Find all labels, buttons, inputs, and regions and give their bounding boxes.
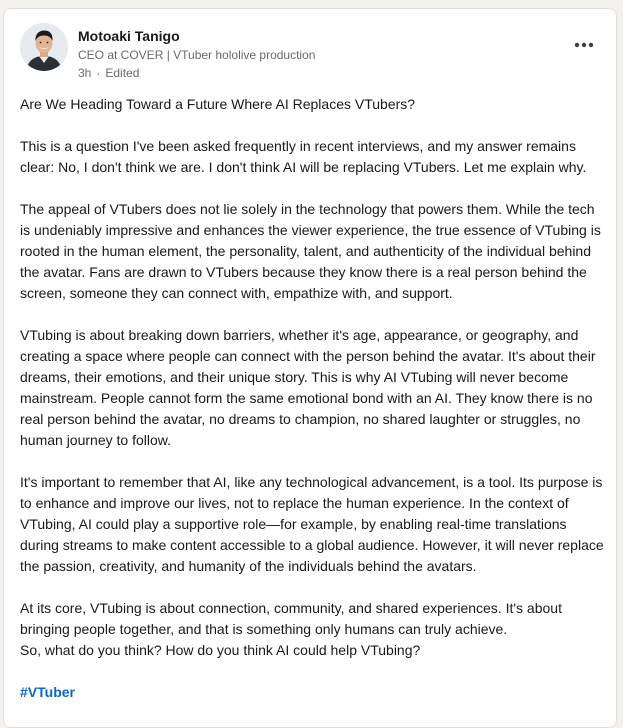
post-meta — [78, 66, 139, 80]
post-question: So, what do you think? How do you think AI could help VTubing? — [20, 642, 421, 658]
post-paragraph: This is a question I've been asked frequently in recent interviews, and my answer remains clear: No, I don't think we are. I don't think AI will be replacing VTubers. Let me explain why. — [20, 138, 587, 175]
post-title: Are We Heading Toward a Future Where AI Replaces VTubers? — [20, 96, 416, 112]
more-horizontal-icon — [572, 33, 596, 57]
more-options-button[interactable] — [568, 29, 600, 61]
profile-photo-icon — [20, 23, 68, 71]
post-card — [3, 8, 617, 728]
post-paragraph: VTubing is about breaking down barriers, whether it's age, appearance, or geography, and creating a space where people can connect with the person behind the avatar. It's about their dreams, their emotions, and their unique story. This is why AI VTubing will never become mainstream. People cannot form the same emotional bond with an AI. They know there is no real person behind the avatar, no dreams to champion, no shared laughter or struggles, no human journey to follow. — [20, 327, 596, 448]
post-body — [20, 94, 604, 703]
meta-separator: · — [96, 66, 101, 80]
author-headline: CEO at COVER | VTuber hololive production — [78, 48, 316, 62]
post-time: 3h — [78, 66, 92, 80]
edited-label: Edited — [105, 66, 140, 80]
post-paragraph: It's important to remember that AI, like any technological advancement, is a tool. Its purpose is to enhance and improve our lives, not to replace the human experience. In the context of VTubing, AI could play a supportive role—for example, by enabling real-time translations during streams to make content accessible to a global audience. However, it will never replace the passion, creativity, and humanity of the individuals behind the avatars. — [20, 474, 604, 574]
author-name[interactable]: Motoaki Tanigo — [78, 28, 180, 44]
post-paragraph: The appeal of VTubers does not lie solely in the technology that powers them. While the tech is undeniably impressive and enhances the viewer experience, the true essence of VTubing is rooted in the human element, the personality, talent, and authenticity of the individual behind the avatar. Fans are drawn to VTubers because they know there is a real person behind the screen, someone they can connect with, empathize with, and support. — [20, 201, 601, 301]
post-paragraph: At its core, VTubing is about connection, community, and shared experiences. It's about bringing people together, and that is something only humans can truly achieve. — [20, 600, 562, 637]
author-avatar[interactable] — [20, 23, 68, 71]
post-header — [20, 21, 600, 81]
hashtag-link[interactable]: #VTuber — [20, 684, 75, 700]
